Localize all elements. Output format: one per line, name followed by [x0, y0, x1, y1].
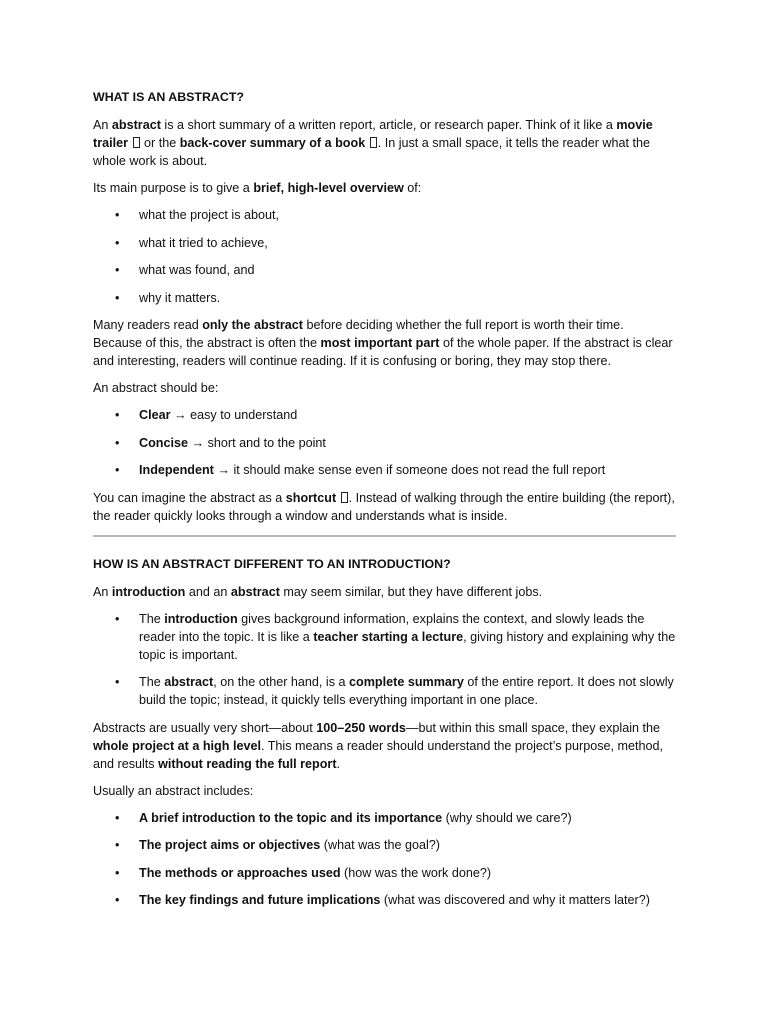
bold-text: teacher starting a lecture	[313, 629, 464, 644]
list-item	[93, 289, 676, 307]
text: An	[93, 118, 112, 132]
list-item	[93, 406, 676, 424]
text: Many readers read	[93, 318, 203, 332]
paragraph	[93, 316, 676, 370]
paragraph	[93, 116, 676, 170]
text: Abstracts are usually very short—about	[93, 720, 317, 735]
bold-text: The methods or approaches used	[139, 865, 341, 880]
bold-text: abstract	[230, 584, 280, 599]
bullet-icon: •	[115, 865, 120, 880]
list-item-text: why it matters.	[139, 290, 221, 305]
paragraph	[93, 489, 676, 525]
bullet-list	[93, 610, 676, 710]
text: —but within this small space, they explain the	[405, 720, 661, 735]
text: gives background information, explains the context, and slowly leads the reader into the topic. It is like a	[139, 611, 645, 644]
text: of the entire report. It does not slowly build the topic; instead, it quickly tells everything important in one place.	[139, 675, 674, 707]
text: and an	[185, 584, 231, 599]
horizontal-divider	[93, 535, 676, 537]
bullet-list	[93, 809, 676, 910]
missing-glyph-icon	[133, 137, 140, 148]
bold-text: abstract	[164, 675, 214, 689]
text: . This means a reader should understand the project’s purpose, method, and results	[93, 738, 664, 771]
bullet-icon: •	[115, 263, 120, 277]
text: , giving history and explaining why the topic is important.	[139, 629, 676, 662]
paragraph: An abstract should be:	[93, 381, 219, 395]
bullet-icon: •	[115, 810, 120, 825]
bold-text: shortcut	[285, 490, 337, 505]
bullet-icon: •	[115, 893, 120, 907]
bullet-icon: •	[115, 435, 120, 450]
section-what-is-abstract	[93, 88, 676, 525]
list-item-text: what it tried to achieve,	[139, 235, 268, 250]
text: An	[93, 584, 112, 599]
text: The	[139, 611, 165, 626]
bullet-icon: •	[115, 611, 120, 626]
bold-text: Concise	[139, 435, 188, 450]
list-item	[93, 673, 676, 709]
text: Its main purpose is to give a	[93, 181, 254, 195]
text: of the whole paper. If the abstract is clear and interesting, readers will continue reading. If it is confusing or boring, they may stop there.	[93, 336, 673, 368]
list-item	[93, 234, 676, 252]
bold-text: whole project at a high level	[93, 738, 261, 753]
bullet-icon: •	[115, 675, 120, 689]
list-item-text: what was found, and	[139, 263, 255, 277]
list-item	[93, 864, 676, 882]
bold-text: abstract	[111, 118, 161, 132]
text: may seem similar, but they have different jobs.	[279, 584, 543, 599]
text: . Instead of walking through the entire building (the report), the reader quickly looks through a window and understands what is inside.	[93, 490, 675, 523]
list-item	[93, 610, 676, 664]
bold-text: without reading the full report	[158, 756, 337, 771]
text: .	[336, 756, 341, 771]
list-item	[93, 206, 676, 224]
text: of:	[403, 181, 422, 195]
bold-text: Clear	[139, 408, 171, 422]
paragraph	[93, 179, 676, 197]
paragraph	[93, 583, 676, 601]
bullet-icon: •	[115, 290, 120, 305]
bold-text: introduction	[111, 584, 186, 599]
text: before deciding whether the full report is worth their time. Because of this, the abstract is often the	[93, 318, 624, 350]
paragraph: Usually an abstract includes:	[93, 783, 254, 798]
bullet-list	[93, 406, 676, 479]
bold-text: back-cover summary of a book	[179, 136, 366, 150]
bullet-icon: •	[115, 208, 120, 222]
text: → easy to understand	[170, 408, 298, 422]
bullet-list	[93, 206, 676, 307]
bold-text: 100–250 words	[316, 720, 406, 735]
bold-text: The key findings and future implications	[139, 893, 381, 907]
bold-text: Independent	[139, 463, 214, 477]
section-abstract-vs-introduction	[93, 555, 676, 910]
bold-text: brief, high-level overview	[253, 181, 404, 195]
bold-text: most important part	[320, 336, 440, 350]
missing-glyph-icon	[370, 137, 377, 148]
bold-text: introduction	[164, 611, 238, 626]
bold-text: only the abstract	[202, 318, 303, 332]
text: The	[139, 675, 165, 689]
list-item	[93, 836, 676, 854]
text: , on the other hand, is a	[213, 675, 350, 689]
text: → short and to the point	[188, 435, 326, 450]
text: . In just a small space, it tells the reader what the whole work is about.	[93, 136, 650, 168]
list-item	[93, 434, 676, 452]
bullet-icon: •	[115, 838, 120, 852]
text: or the	[140, 136, 180, 150]
section-heading: HOW IS AN ABSTRACT DIFFERENT TO AN INTRODUCTION?	[93, 556, 451, 571]
bold-text: The project aims or objectives	[139, 838, 321, 852]
text: (what was the goal?)	[320, 838, 440, 852]
text: → it should make sense even if someone does not read the full report	[213, 463, 606, 477]
text: You can imagine the abstract as a	[93, 490, 286, 505]
list-item	[93, 891, 676, 909]
bold-text: A brief introduction to the topic and its importance	[139, 810, 443, 825]
list-item-text: what the project is about,	[139, 208, 280, 222]
bullet-icon: •	[115, 235, 120, 250]
list-item	[93, 809, 676, 827]
text: is a short summary of a written report, article, or research paper. Think of it like a	[160, 118, 617, 132]
text: (why should we care?)	[442, 810, 572, 825]
list-item	[93, 461, 676, 479]
paragraph	[93, 719, 676, 773]
missing-glyph-icon	[341, 492, 348, 503]
section-heading: WHAT IS AN ABSTRACT?	[93, 90, 244, 104]
bullet-icon: •	[115, 463, 120, 477]
bold-text: complete summary	[349, 675, 464, 689]
list-item	[93, 261, 676, 279]
text: (what was discovered and why it matters later?)	[380, 893, 650, 907]
bullet-icon: •	[115, 408, 120, 422]
text: (how was the work done?)	[340, 865, 492, 880]
bold-text: movie trailer	[93, 118, 653, 150]
